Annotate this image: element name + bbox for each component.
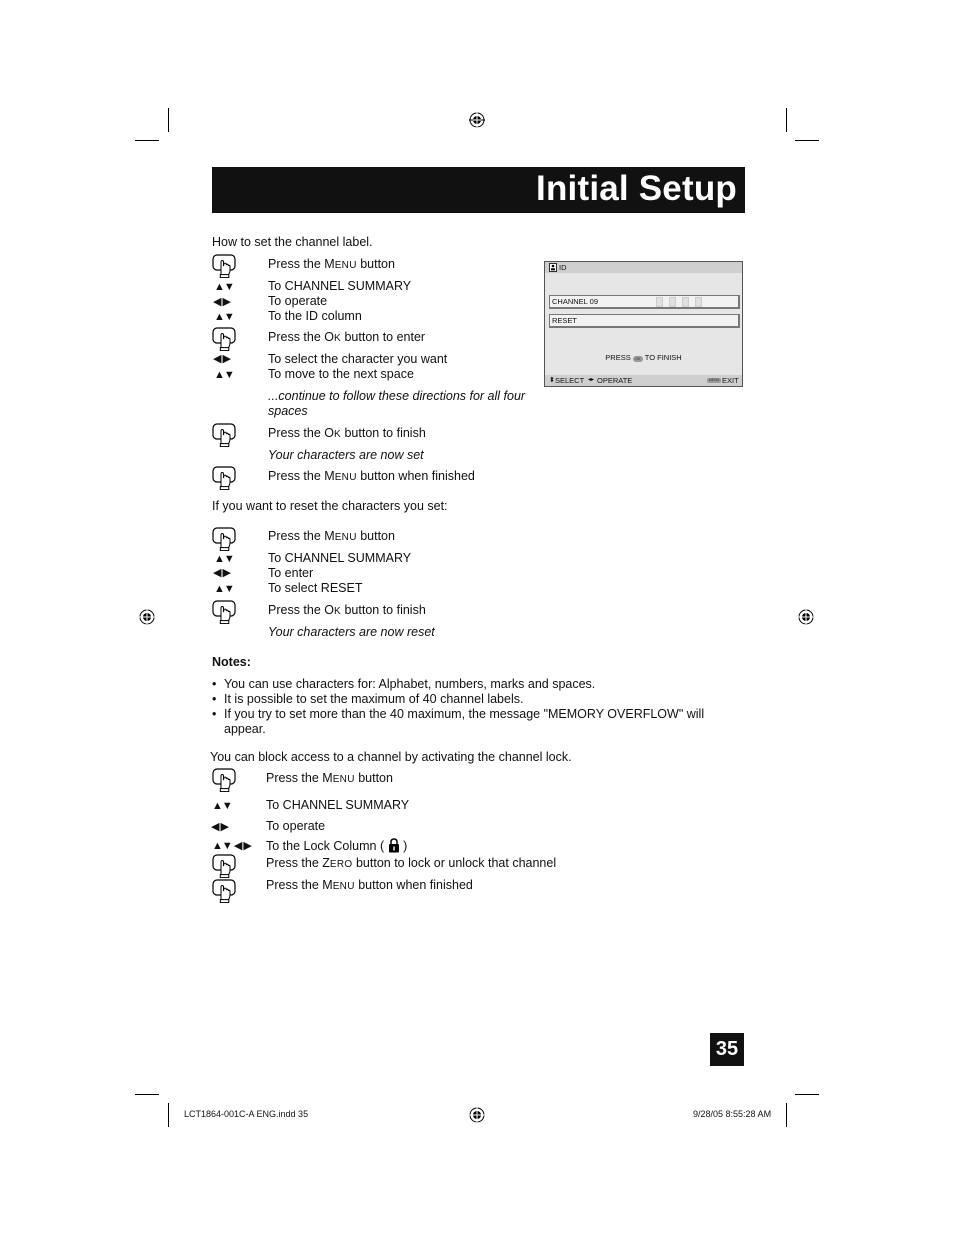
up-down-arrows-icon: ▲▼ (212, 800, 232, 812)
remote-hand-icon (212, 600, 236, 624)
step-select-reset: To select RESET (268, 581, 363, 595)
footer-file: LCT1864-001C-A ENG.indd 35 (184, 1109, 309, 1119)
osd-leftright-icon: ◂▸ (588, 377, 595, 383)
registration-mark-icon (469, 112, 485, 128)
up-down-arrows-icon: ▲▼ (214, 369, 234, 381)
step-channel-summary: To CHANNEL SUMMARY (266, 798, 410, 812)
step-operate: To operate (268, 294, 328, 308)
note-item: If you try to set more than the 40 maximum, the message "MEMORY OVERFLOW" will (224, 707, 705, 721)
left-right-arrows-icon: ◀ ▶ (213, 567, 230, 579)
osd-bottom-bar (545, 375, 742, 386)
osd-id-screen (544, 261, 743, 387)
left-right-arrows-icon: ◀ ▶ (213, 296, 230, 308)
lock-icon (388, 838, 400, 853)
remote-hand-icon (212, 768, 236, 792)
osd-updown-icon: ⬍ (549, 377, 555, 384)
osd-channel-field (549, 295, 740, 309)
step-press-menu: Press the MENU button (268, 257, 395, 271)
step-press-menu: Press the MENU button (266, 771, 393, 785)
up-down-arrows-icon: ▲▼ (214, 583, 234, 595)
step-press-menu: Press the MENU button (268, 529, 395, 543)
step-press-ok-enter: Press the OK button to enter (268, 330, 426, 344)
osd-title-bar (545, 262, 742, 273)
osd-reset-label: RESET (552, 316, 578, 325)
remote-hand-icon (212, 854, 236, 878)
up-down-arrows-icon: ▲▼ (214, 311, 234, 323)
step-press-zero: Press the ZERO button to lock or unlock that channel (266, 856, 557, 870)
osd-press-finish: PRESS OK TO FINISH (605, 353, 682, 362)
note-bullet: • (212, 677, 217, 691)
crop-mark (168, 1103, 169, 1127)
notes-heading: Notes: (212, 655, 251, 669)
crop-mark (795, 140, 819, 141)
note-bullet: • (212, 692, 217, 706)
note-item-continued: appear. (224, 722, 266, 736)
crop-mark (135, 1094, 159, 1095)
osd-menu-badge: MENU (708, 378, 720, 382)
osd-ok-badge: OK (633, 356, 643, 362)
note-item: It is possible to set the maximum of 40 channel labels. (224, 692, 524, 706)
note-item: You can use characters for: Alphabet, numbers, marks and spaces. (224, 677, 596, 691)
osd-operate-label: OPERATE (597, 376, 633, 385)
step-press-menu-finished: Press the MENU button when finished (268, 469, 475, 483)
remote-hand-icon (212, 527, 236, 551)
chars-reset-note: Your characters are now reset (268, 625, 435, 639)
note-bullet: • (212, 707, 217, 721)
footer-date: 9/28/05 8:55:28 AM (693, 1109, 772, 1119)
registration-mark-icon (469, 1107, 485, 1123)
crop-mark (786, 1103, 787, 1127)
step-operate: To operate (266, 819, 326, 833)
remote-hand-icon (212, 327, 236, 351)
crop-mark (795, 1094, 819, 1095)
osd-select-label: SELECT (555, 376, 585, 385)
chars-set-note: Your characters are now set (268, 448, 424, 462)
step-press-ok-finish: Press the OK button to finish (268, 426, 426, 440)
registration-mark-icon (798, 609, 814, 625)
left-right-arrows-icon: ◀ ▶ (213, 353, 230, 365)
remote-hand-icon (212, 466, 236, 490)
step-press-menu-finished: Press the MENU button when finished (266, 878, 473, 892)
continue-note-line2: spaces (268, 404, 308, 418)
osd-exit-label: EXIT (722, 376, 739, 385)
up-down-left-right-arrows-icon: ▲▼ ◀ ▶ (212, 840, 251, 852)
page-title: Initial Setup (536, 169, 737, 208)
remote-hand-icon (212, 254, 236, 278)
remote-hand-icon (212, 423, 236, 447)
osd-channel-label: CHANNEL 09 (552, 297, 598, 306)
up-down-arrows-icon: ▲▼ (214, 553, 234, 565)
crop-mark (168, 108, 169, 132)
up-down-arrows-icon: ▲▼ (214, 281, 234, 293)
osd-title: ID (559, 263, 567, 272)
step-enter: To enter (268, 566, 314, 580)
remote-hand-icon (212, 879, 236, 903)
osd-reset-field (549, 314, 740, 328)
page-number: 35 (710, 1033, 744, 1066)
page-header (212, 167, 745, 213)
step-select-character: To select the character you want (268, 352, 448, 366)
step-lock-column: To the Lock Column ( ) (266, 839, 408, 853)
step-next-space: To move to the next space (268, 367, 414, 381)
continue-note-line1: ...continue to follow these directions for all four (268, 389, 526, 403)
crop-mark (135, 140, 159, 141)
step-id-column: To the ID column (268, 309, 362, 323)
step-channel-summary: To CHANNEL SUMMARY (268, 279, 412, 293)
section3-intro: You can block access to a channel by activating the channel lock. (210, 750, 572, 764)
section1-intro: How to set the channel label. (212, 235, 373, 249)
crop-mark (786, 108, 787, 132)
id-icon (549, 263, 557, 272)
left-right-arrows-icon: ◀ ▶ (211, 821, 228, 833)
step-press-ok-finish: Press the OK button to finish (268, 603, 426, 617)
registration-mark-icon (139, 609, 155, 625)
step-channel-summary: To CHANNEL SUMMARY (268, 551, 412, 565)
section2-intro: If you want to reset the characters you set: (212, 499, 448, 513)
osd-char-slots (656, 297, 702, 310)
